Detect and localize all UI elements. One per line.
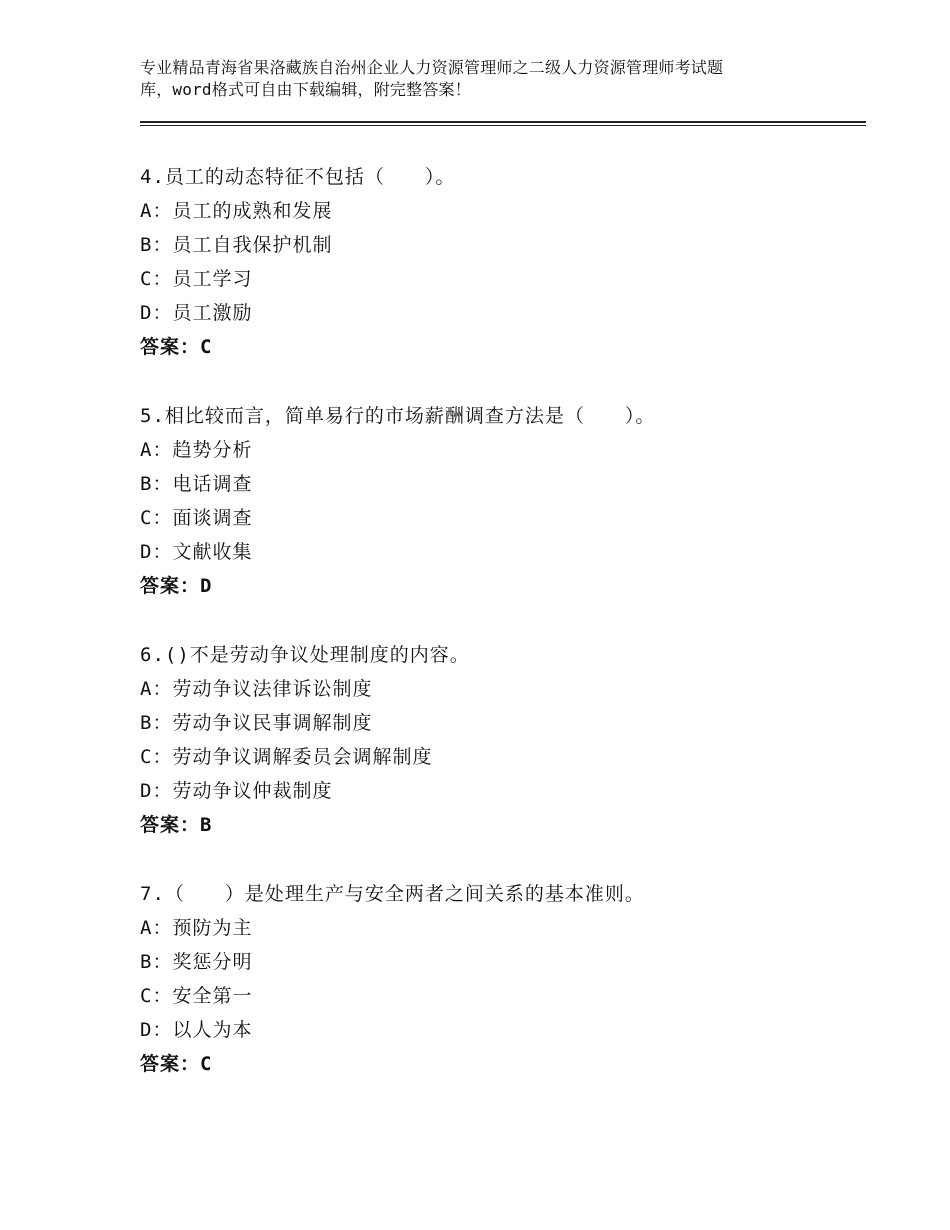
question-stem: 5.相比较而言，简单易行的市场薪酬调查方法是（ ）。 <box>140 405 656 427</box>
header-divider-thin <box>140 125 866 126</box>
option-d: D：员工激励 <box>140 302 253 324</box>
option-d: D：劳动争议仲裁制度 <box>140 780 333 802</box>
question-7 <box>140 877 860 1081</box>
answer-text: 答案：D <box>140 575 213 597</box>
question-stem: 6.()不是劳动争议处理制度的内容。 <box>140 644 470 666</box>
option-b: B：电话调查 <box>140 473 253 495</box>
option-d: D：以人为本 <box>140 1019 253 1041</box>
option-c: C：劳动争议调解委员会调解制度 <box>140 746 433 768</box>
question-stem: 7.（ ）是处理生产与安全两者之间关系的基本准则。 <box>140 883 645 905</box>
option-b: B：奖惩分明 <box>140 951 253 973</box>
header-divider-thick <box>140 121 866 123</box>
option-c: C：面谈调查 <box>140 507 253 529</box>
answer-text: 答案：C <box>140 336 213 358</box>
option-c: C：安全第一 <box>140 985 253 1007</box>
option-c: C：员工学习 <box>140 268 253 290</box>
option-b: B：劳动争议民事调解制度 <box>140 712 373 734</box>
question-5 <box>140 399 860 603</box>
answer-text: 答案：C <box>140 1053 213 1075</box>
question-stem: 4.员工的动态特征不包括（ ）。 <box>140 166 456 188</box>
question-6 <box>140 638 860 842</box>
header-title-line-2: 库，word格式可自由下载编辑，附完整答案！ <box>140 80 471 99</box>
option-a: A：趋势分析 <box>140 439 253 461</box>
document-header <box>140 57 830 101</box>
option-a: A：员工的成熟和发展 <box>140 200 333 222</box>
option-b: B：员工自我保护机制 <box>140 234 333 256</box>
option-a: A：预防为主 <box>140 917 253 939</box>
option-a: A：劳动争议法律诉讼制度 <box>140 678 373 700</box>
answer-text: 答案：B <box>140 814 213 836</box>
question-4 <box>140 160 860 364</box>
option-d: D：文献收集 <box>140 541 253 563</box>
header-title-line-1: 专业精品青海省果洛藏族自治州企业人力资源管理师之二级人力资源管理师考试题 <box>140 58 724 77</box>
